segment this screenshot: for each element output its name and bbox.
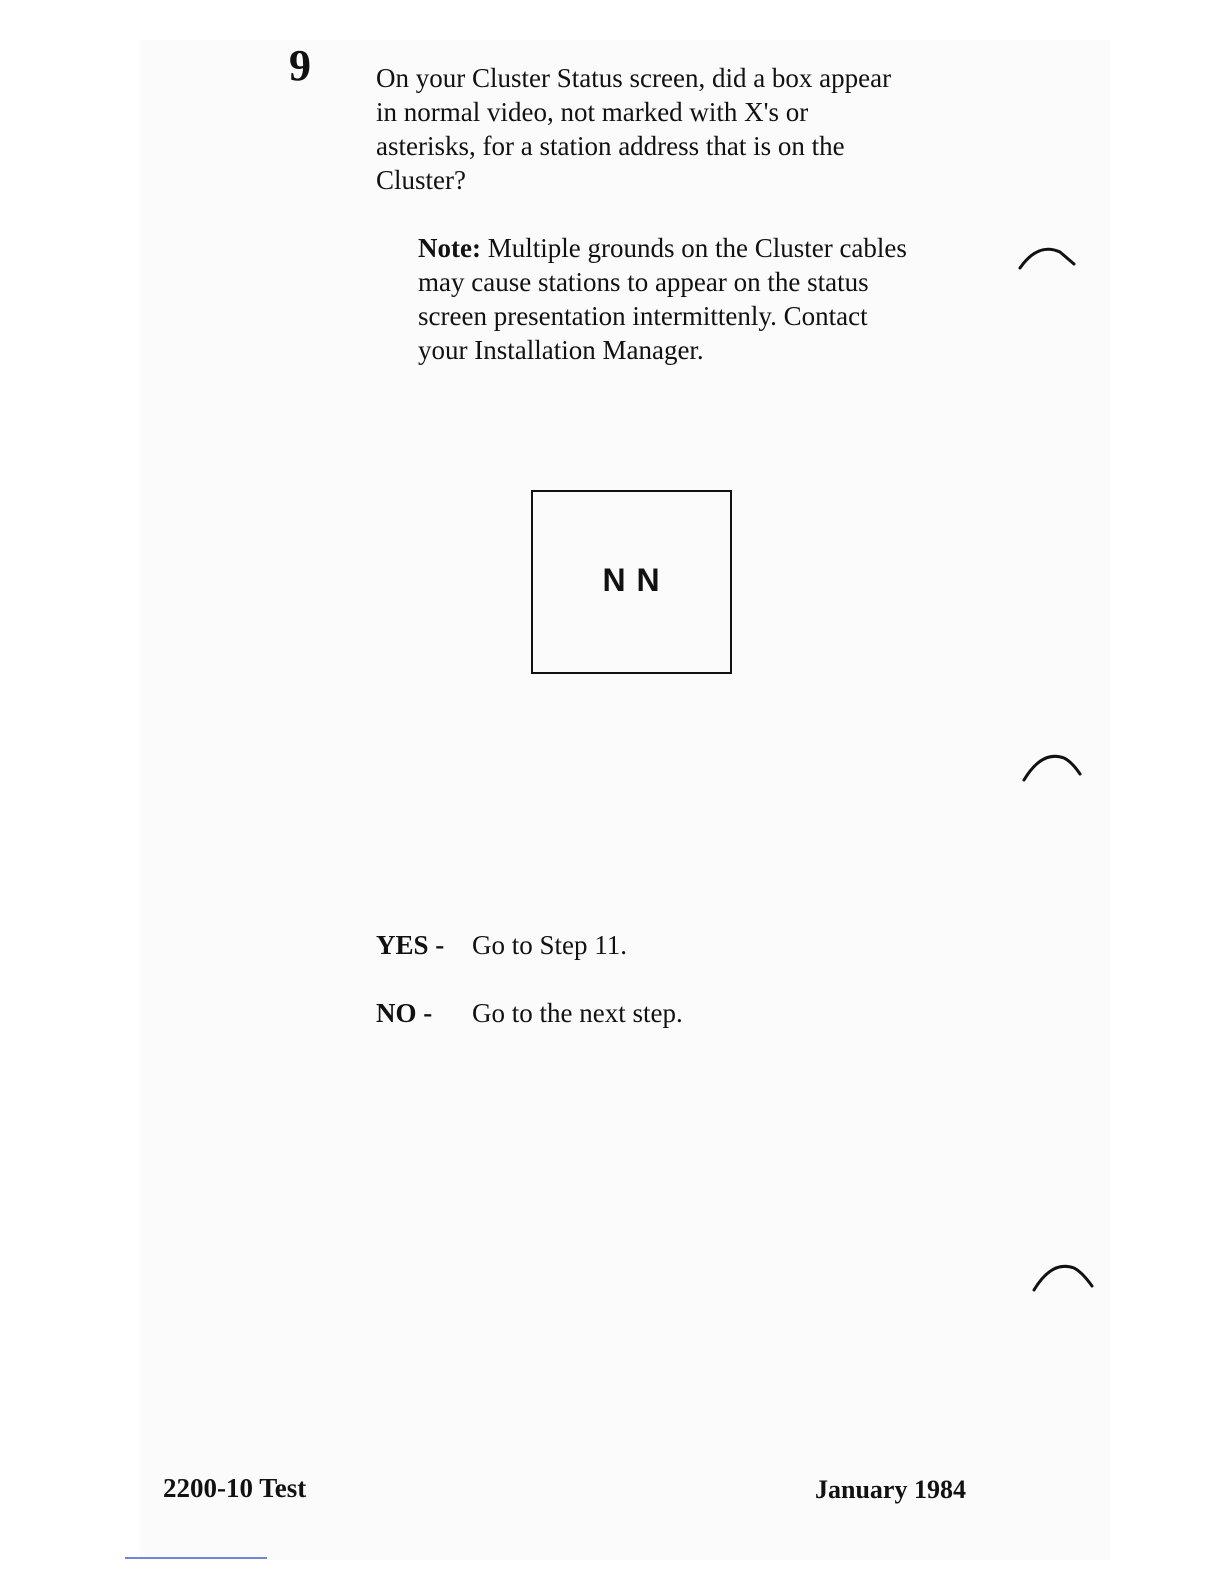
step-number: 9 xyxy=(289,41,311,90)
question-line: Cluster? xyxy=(376,165,466,195)
answer-no xyxy=(376,996,683,1030)
bottom-rule xyxy=(125,1557,267,1559)
station-status-box xyxy=(531,490,732,674)
answer-no-text: Go to the next step. xyxy=(472,998,683,1028)
binder-punch-mark-icon xyxy=(1028,1258,1098,1298)
footer-date: January 1984 xyxy=(815,1475,966,1504)
binder-punch-mark-icon xyxy=(1012,238,1082,278)
note-line: may cause stations to appear on the status xyxy=(418,267,869,297)
answer-no-label: NO - xyxy=(376,998,433,1028)
binder-punch-mark-icon xyxy=(1018,748,1088,788)
footer-document-id: 2200-10 Test xyxy=(163,1473,307,1503)
station-status-text: N N xyxy=(602,562,661,598)
note-line xyxy=(418,231,998,265)
note-line: your Installation Manager. xyxy=(418,335,704,365)
question-line: in normal video, not marked with X's or xyxy=(376,97,809,127)
question-line: asterisks, for a station address that is on the xyxy=(376,131,845,161)
note-text: Multiple grounds on the Cluster cables xyxy=(480,233,907,263)
note-line: screen presentation intermittenly. Contact xyxy=(418,301,868,331)
answer-yes-label: YES - xyxy=(376,930,445,960)
answer-yes-text: Go to Step 11. xyxy=(472,930,627,960)
question-line: On your Cluster Status screen, did a box appear xyxy=(376,63,892,93)
note-block xyxy=(418,231,998,367)
answer-yes xyxy=(376,928,627,962)
step-question xyxy=(376,61,996,197)
note-label: Note: xyxy=(418,233,481,263)
